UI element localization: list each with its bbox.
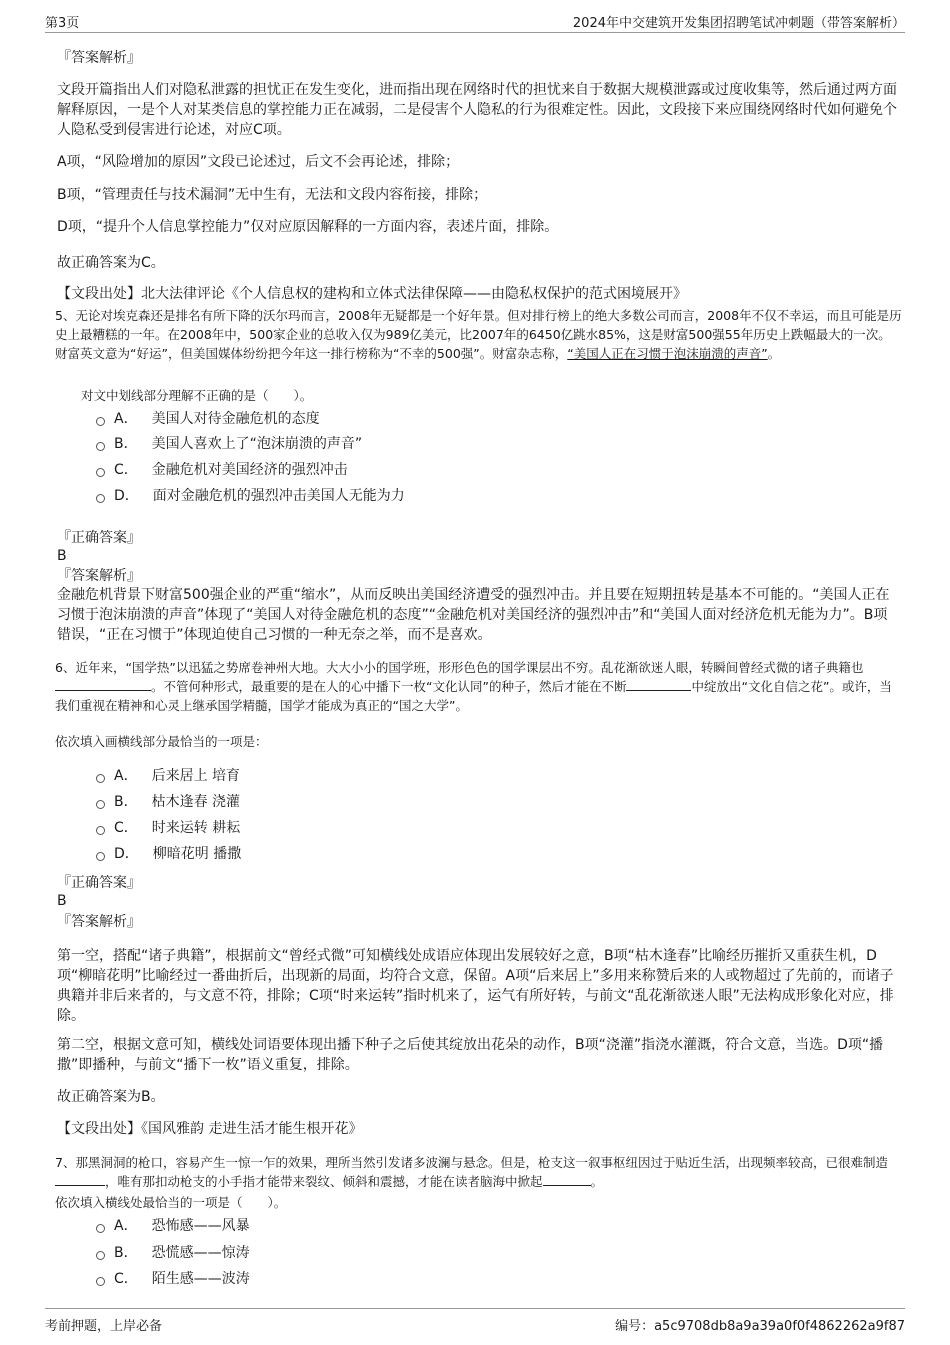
q6-stem: 6、近年来，“国学热”以迅猛之势席卷神州大地。大大小小的国学班，形形色色的国学课层出不穷。乱花渐欲迷人眼，转瞬间曾经式微的诸子典籍也。不管何种形式，最重要的是在人的心中播下一枚“文化认同”的种子，然后才能在不断 中绽放出“文化自信之花”。或许，当我们重视在精神和心灵上继承国学精髓，国学才能成为真正的“国之大学”。 xyxy=(55,660,892,713)
q5-stem: 5、无论对埃克森还是排名有所下降的沃尔玛而言，2008年无疑都是一个好年景。但对排行榜上的绝大多数公司而言，2008年不仅不幸运，而且可能是历史上最糟糕的一年。在2008年中，500家企业的总收入仅为989亿美元，比2007年的6450亿跳水85%，这是财富500强55年历史上跌幅最大的一次。财富英文意为“好运”，但美国媒体纷纷把今年这一排行榜称为“不幸的500强”。财富杂志称，“美国人正在习惯于泡沫崩溃的声音”。 xyxy=(55,308,902,361)
radio-icon[interactable] xyxy=(96,852,105,861)
footer-slogan: 考前押题，上岸必备 xyxy=(45,1319,163,1334)
q6-answer-label: 『正确答案』 xyxy=(57,875,141,891)
radio-icon[interactable] xyxy=(96,494,105,503)
q7-option-b[interactable]: B． 恐慌感——惊涛 xyxy=(96,1243,250,1263)
q4-analysis-label: 『答案解析』 xyxy=(57,50,141,66)
blank-line xyxy=(55,677,151,691)
q4-option-d-analysis: D项，“提升个人信息掌控能力”仅对应原因解释的一方面内容，表述片面，排除。 xyxy=(57,219,559,235)
q4-analysis: 文段开篇指出人们对隐私泄露的担忧正在发生变化，进而指出现在网络时代的担忧来自于数据大规模泄露或过度收集等，然后通过两方面解释原因，一是个人对某类信息的掌控能力正在减弱，二是侵害个人隐私的行为很难定性。因此，文段接下来应围绕网络时代如何避免个人隐私受到侵害进行论述，对应C项。 xyxy=(57,82,897,138)
document-id: 编号：a5c9708db8a9a39a0f0f4862262a9f87 xyxy=(615,1319,905,1334)
radio-icon[interactable] xyxy=(96,1224,105,1233)
blank-line xyxy=(543,1172,591,1186)
q5-prompt: 对文中划线部分理解不正确的是（ ）。 xyxy=(81,388,313,403)
q6-prompt: 依次填入画横线部分最恰当的一项是： xyxy=(55,734,268,749)
q6-option-c[interactable]: C． 时来运转 耕耘 xyxy=(96,818,240,838)
radio-icon[interactable] xyxy=(96,417,105,426)
radio-icon[interactable] xyxy=(96,1251,105,1260)
q7-option-c[interactable]: C． 陌生感——波涛 xyxy=(96,1269,250,1289)
q6-option-d[interactable]: D． 柳暗花明 播撒 xyxy=(96,844,241,864)
page-number: 第3页 xyxy=(45,16,80,31)
blank-line xyxy=(626,677,691,691)
q5-option-a[interactable]: A． 美国人对待金融危机的态度 xyxy=(96,409,320,429)
page-header xyxy=(45,12,905,33)
q6-analysis-2: 第二空，根据文意可知，横线处词语要体现出播下种子之后使其绽放出花朵的动作，B项“浇灌”指浇水灌溉，符合文意，当选。D项“播撒”即播种，与前文“播下一枚”语义重复，排除。 xyxy=(57,1037,884,1073)
q6-source: 【文段出处】《国风雅韵 走进生活才能生根开花》 xyxy=(57,1121,363,1137)
q4-conclusion: 故正确答案为C。 xyxy=(57,255,165,271)
document-title: 2024年中交建筑开发集团招聘笔试冲刺题（带答案解析） xyxy=(572,16,905,31)
q6-option-b[interactable]: B． 枯木逢春 浇灌 xyxy=(96,792,240,812)
q5-analysis: 金融危机背景下财富500强企业的严重“缩水”，从而反映出美国经济遭受的强烈冲击。并且要在短期扭转是基本不可能的。“美国人正在习惯于泡沫崩溃的声音”体现了“美国人对待金融危机的态度”“金融危机对美国经济的强烈冲击”和“美国人面对经济危机无能为力”。B项错误，“正在习惯于”体现迫使自己习惯的一种无奈之举，而不是喜欢。 xyxy=(57,587,890,643)
radio-icon[interactable] xyxy=(96,774,105,783)
q5-option-b[interactable]: B． 美国人喜欢上了“泡沫崩溃的声音” xyxy=(96,434,362,454)
blank-line xyxy=(55,1172,105,1186)
q5-option-c[interactable]: C． 金融危机对美国经济的强烈冲击 xyxy=(96,460,348,480)
q5-option-d[interactable]: D． 面对金融危机的强烈冲击美国人无能为力 xyxy=(96,486,405,506)
q4-option-b-analysis: B项，“管理责任与技术漏洞”无中生有，无法和文段内容衔接，排除； xyxy=(57,187,488,203)
radio-icon[interactable] xyxy=(96,800,105,809)
q5-underlined-text: “美国人正在习惯于泡沫崩溃的声音” xyxy=(567,346,768,361)
radio-icon[interactable] xyxy=(96,1277,105,1286)
q7-stem: 7、那黑洞洞的枪口，容易产生一惊一乍的效果，理所当然引发诸多波澜与悬念。但是，枪支这一叙事枢纽因过于贴近生活，出现频率较高，已很难制造，唯有那扣动枪支的小手指才能带来裂纹、倾斜和震撼，才能在读者脑海中掀起 。 xyxy=(55,1155,888,1189)
q7-prompt: 依次填入横线处最恰当的一项是（ ）。 xyxy=(55,1195,287,1210)
radio-icon[interactable] xyxy=(96,826,105,835)
page-footer xyxy=(45,1308,905,1334)
q6-analysis-label: 『答案解析』 xyxy=(57,914,141,930)
q6-answer: B xyxy=(57,893,67,909)
q7-option-a[interactable]: A． 恐怖感——风暴 xyxy=(96,1216,250,1236)
q5-answer-label: 『正确答案』 xyxy=(57,530,141,546)
q4-source: 【文段出处】北大法律评论《个人信息权的建构和立体式法律保障——由隐私权保护的范式困境展开》 xyxy=(57,286,687,302)
q5-analysis-label: 『答案解析』 xyxy=(57,568,141,584)
radio-icon[interactable] xyxy=(96,442,105,451)
q5-answer: B xyxy=(57,548,67,564)
q6-analysis-1: 第一空，搭配“诸子典籍”，根据前文“曾经式微”可知横线处成语应体现出发展较好之意，B项“枯木逢春”比喻经历摧折又重获生机，D项“柳暗花明”比喻经过一番曲折后，出现新的局面，均符合文意，保留。A项“后来居上”多用来称赞后来的人或物超过了先前的，而诸子典籍并非后来者的，与文意不符，排除；C项“时来运转”指时机来了，运气有所好转，与前文“乱花渐欲迷人眼”无法构成形象化对应，排除。 xyxy=(57,948,894,1024)
q6-option-a[interactable]: A． 后来居上 培育 xyxy=(96,766,240,786)
q4-option-a-analysis: A项，“风险增加的原因”文段已论述过，后文不会再论述，排除； xyxy=(57,154,460,170)
radio-icon[interactable] xyxy=(96,468,105,477)
q6-conclusion: 故正确答案为B。 xyxy=(57,1089,165,1105)
